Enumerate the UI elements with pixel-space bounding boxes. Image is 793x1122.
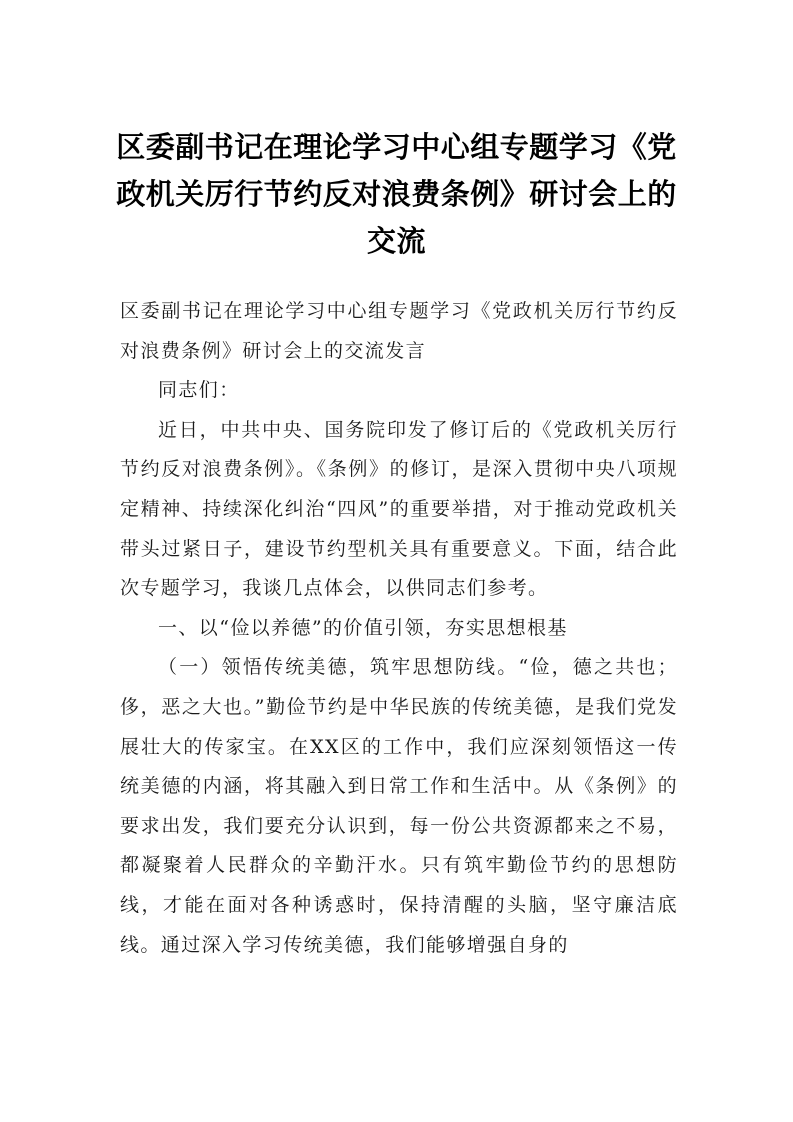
section-heading-1: 一、以“俭以养德”的价值引领，夯实思想根基: [158, 616, 568, 639]
document-title: 区委副书记在理论学习中心组专题学习《党政机关厉行节约反对浪费条例》研讨会上的交流: [116, 130, 677, 258]
body-paragraph-section-1-1: （一）领悟传统美德，筑牢思想防线。“俭，德之共也；侈，恶之大也。”勤俭节约是中华民族的传统美德，是我们党发展壮大的传家宝。在XX区的工作中，我们应深刻领悟这一传统美德的内涵，将其融入到日常工作和生活中。从《条例》的要求出发，我们要充分认识到，每一份公共资源都来之不易，都凝聚着人民群众的辛勤汗水。只有筑牢勤俭节约的思想防线，才能在面对各种诱惑时，保持清醒的头脑，坚守廉洁底线。通过深入学习传统美德，我们能够增强自身的: [120, 656, 678, 956]
body-paragraph-salutation: 同志们：: [158, 379, 240, 402]
body-paragraph-subtitle: 区委副书记在理论学习中心组专题学习《党政机关厉行节约反对浪费条例》研讨会上的交流发言: [120, 300, 678, 362]
document-body: [120, 292, 678, 965]
body-paragraph-intro: 近日，中共中央、国务院印发了修订后的《党政机关厉行节约反对浪费条例》。《条例》的修订，是深入贯彻中央八项规定精神、持续深化纠治“四风”的重要举措，对于推动党政机关带头过紧日子，建设节约型机关具有重要意义。下面，结合此次专题学习，我谈几点体会，以供同志们参考。: [120, 418, 678, 600]
